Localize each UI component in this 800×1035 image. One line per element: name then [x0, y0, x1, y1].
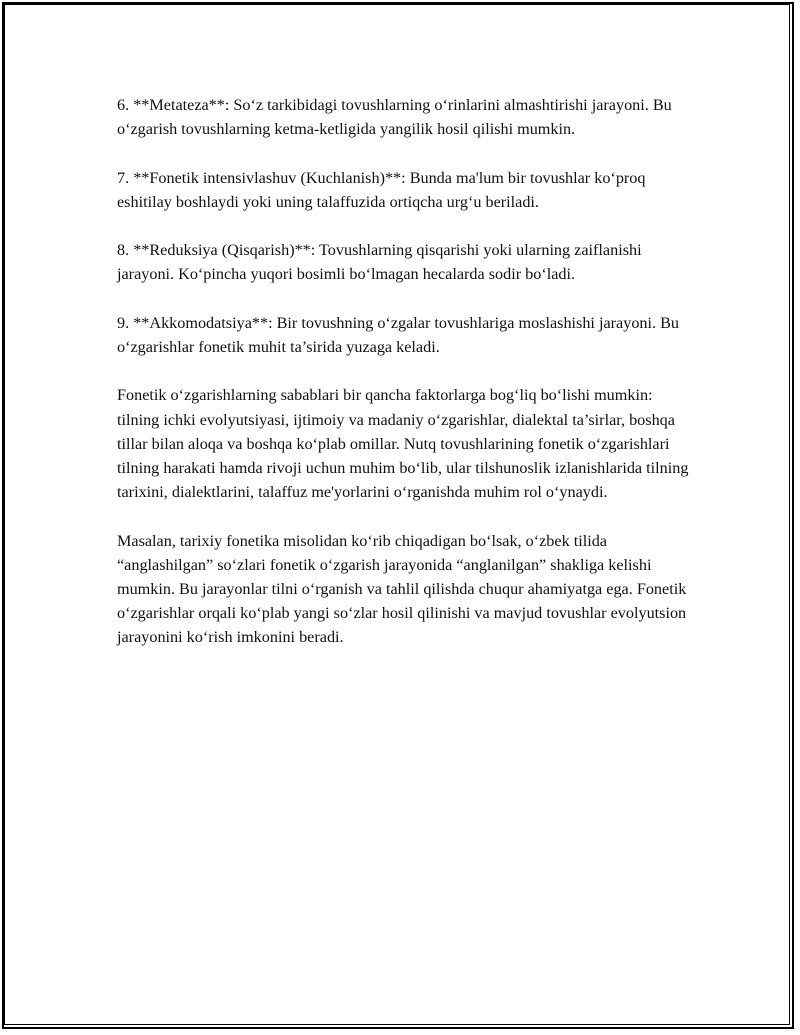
paragraph-akkomodatsiya: 9. **Akkomodatsiya**: Bir tovushning o‘zgalar tovushlariga moslashishi jarayoni. Bu o‘zgarishlar fonetik muhit ta’sirida yuzaga keladi. [117, 313, 679, 356]
document-body [117, 93, 697, 674]
paragraph-masalan: Masalan, tarixiy fonetika misolidan ko‘rib chiqadigan bo‘lsak, o‘zbek tilida “anglashilgan” so‘zlari fonetik o‘zgarish jarayonida “anglanilgan” shakliga kelishi mumkin. Bu jarayonlar tilni o‘rganish va tahlil qilishda chuqur ahamiyatga ega. Fonetik o‘zgarishlar orqali ko‘plab yangi so‘zlar hosil qilinishi va mavjud tovushlar evolyutsion jarayonini ko‘rish imkonini beradi. [117, 531, 687, 647]
paragraph-metateza: 6. **Metateza**: So‘z tarkibidagi tovushlarning o‘rinlarini almashtirishi jarayoni. Bu o‘zgarish tovushlarning ketma-ketligida yangilik hosil qilishi mumkin. [117, 96, 672, 139]
paragraph-reduksiya: 8. **Reduksiya (Qisqarish)**: Tovushlarning qisqarishi yoki ularning zaiflanishi jarayoni. Ko‘pincha yuqori bosimli bo‘lmagan hecalarda sodir bo‘ladi. [117, 241, 642, 284]
paragraph-fonetik-intensivlashuv: 7. **Fonetik intensivlashuv (Kuchlanish)**: Bunda ma'lum bir tovushlar ko‘proq eshitilay boshlaydi yoki uning talaffuzida ortiqcha urg‘u beriladi. [117, 168, 646, 211]
paragraph-sabablari: Fonetik o‘zgarishlarning sabablari bir qancha faktorlarga bog‘liq bo‘lishi mumkin: tilning ichki evolyutsiyasi, ijtimoiy va madaniy o‘zgarishlar, dialektal ta’sirlar, boshqa tillar bilan aloqa va boshqa ko‘plab omillar. Nutq tovushlarining fonetik o‘zgarishlari tilning harakati hamda rivoji uchun muhim bo‘lib, ular tilshunoslik izlanishlarida tilning tarixini, dialektlarini, talaffuz me'yorlarini o‘rganishda muhim rol o‘ynaydi. [117, 386, 689, 502]
